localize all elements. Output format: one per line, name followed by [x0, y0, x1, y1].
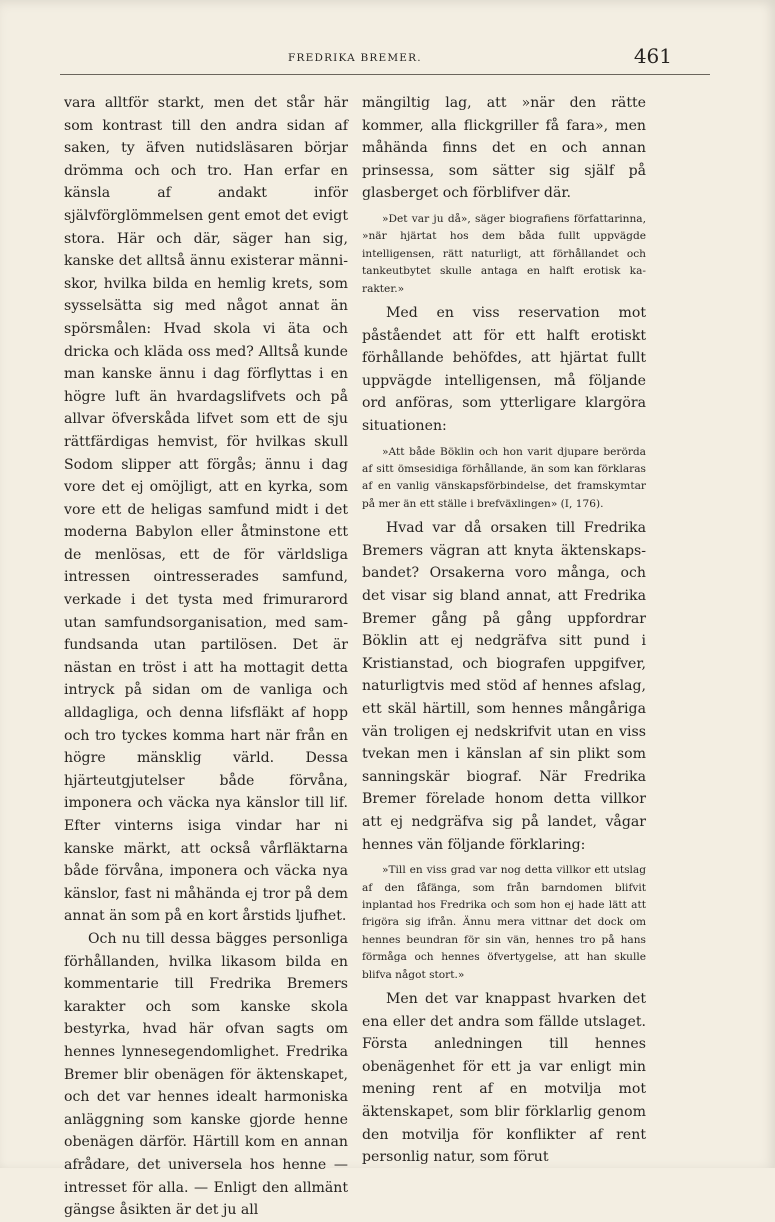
header-rule	[60, 74, 710, 75]
paragraph: Och nu till dessa bägges personliga förhållanden, hvilka likasom bilda en kommentarie till Fredrika Bremers karakter och som kanske skola bestyrka, hvad här ofvan sagts om hennes lynnesegendomlighet. Fredrika Bremer blir obenägen för äktenskapet, och det var hennes idealt harmoniska anläggning som kanske gjorde henne obenägen därför. Härtill kom en annan afrådare, det universela hos henne — intresset för alla. — Enligt den allmänt gängse åsikten är det ju all	[64, 930, 348, 1219]
page-number: 461	[633, 44, 672, 68]
paragraph: Med en viss reservation mot påståendet att för ett halft erotiskt förhållande behöfdes, att hjärtat fullt uppvägde intelligensen, må följande ord anföras, som ytterligare klargöra situationen:	[362, 305, 646, 434]
block-quote: »Att både Böklin och hon varit djupare berörda af sitt ömsesidiga förhållande, än som kan förklaras af en vanlig vänskapsförbindelse, det framskymtar på mer än ett ställe i brefväxlingen» (I, 176).	[362, 445, 646, 510]
running-head: FREDRIKA BREMER.	[288, 52, 422, 64]
block-quote: »Det var ju då», säger biografiens författarinna, »när hjärtat hos dem båda fullt uppvägde intelligensen, rätt naturligt, att förhållandet och tankeutbytet skulle antaga en halft erotisk karakter.»	[362, 212, 646, 295]
paragraph: mängiltig lag, att »när den rätte kommer, alla flickgriller få fara», men måhända finns det en och annan prinsessa, som sätter sig själf på glasberget och förblifver där.	[362, 95, 646, 202]
right-column	[362, 92, 646, 1169]
left-column	[64, 92, 348, 1222]
paragraph: Hvad var då orsaken till Fredrika Bremers vägran att knyta äktenskapsbandet? Orsakerna voro många, och det visar sig bland annat, att Fredrika Bremer gång på gång uppfordrar Böklin att ej nedgräfva sitt pund i Kristianstad, och biografen uppgifver, naturligtvis med stöd af hennes afslag, ett skäl härtill, som hennes mångåriga vän troligen ej nedskrifvit utan en viss tvekan men i känslan af sin plikt som sanningskär biograf. När Fredrika Bremer förelade honom detta villkor att ej nedgräfva sig på landet, vågar hennes vän följande förklaring:	[362, 520, 646, 853]
paragraph: vara alltför starkt, men det står här som kontrast till den andra sidan af saken, ty äfven nutidsläsaren börjar drömma och och tro. Han erfar en känsla af andakt inför självförglömmelsen gent emot det evigt stora. Här och där, säger han sig, kanske det alltså ännu existerar människor, hvilka bilda en hemlig krets, som sysselsätta sig med något annat än spörsmålen: Hvad skola vi äta och dricka och kläda oss med? Alltså kunde man kanske ännu i dag förflyttas i en högre luft än hvardagslifvets och på allvar öfverskåda lifvet som ett de sju rättfärdigas hemvist, för hvilkas skull Sodom slipper att förgås; ännu i dag vore det ej omöjligt, att en kyrka, som vore ett de heligas samfund midt i det moderna Babylon eller åtminstone ett de menlösas, ett de för världsliga intressen ointresserades samfund, verkade i det tysta med frimurarord utan samfundsorganisation, med samfundsanda utan partilösen. Det är nästan en tröst i att ha mottagit detta intryck på sidan om de vanliga och alldagliga, och denna lifsfläkt af hopp och tro tyckes komma hart när från en högre mänsklig värld. Dessa hjärteutgjutelser både förvåna, imponera och väcka nya känslor till lif. Efter vinterns isiga vindar har ni kanske märkt, att också vårfläktarna både förvåna, imponera och väcka nya känslor, fast ni måhända ej tror på dem annat än som på en kort årstids ljufhet.	[64, 95, 348, 925]
page-header	[60, 46, 710, 70]
block-quote: »Till en viss grad var nog detta villkor ett utslag af den fåfänga, som från barndomen blifvit inplantad hos Fredrika och som hon ej hade lätt att frigöra sig ifrån. Ännu mera vittnar det dock om hennes beundran för sin vän, hennes tro på hans förmåga och hennes öfvertygelse, att han skulle blifva något stort.»	[362, 864, 646, 981]
paragraph: Men det var knappast hvarken det ena eller det andra som fällde utslaget. Första anledningen till hennes obenägenhet för ett ja var enligt min mening rent af en motvilja mot äktenskapet, som blir förklarlig genom den motvilja för konflikter af rent personlig natur, som förut	[362, 990, 646, 1166]
